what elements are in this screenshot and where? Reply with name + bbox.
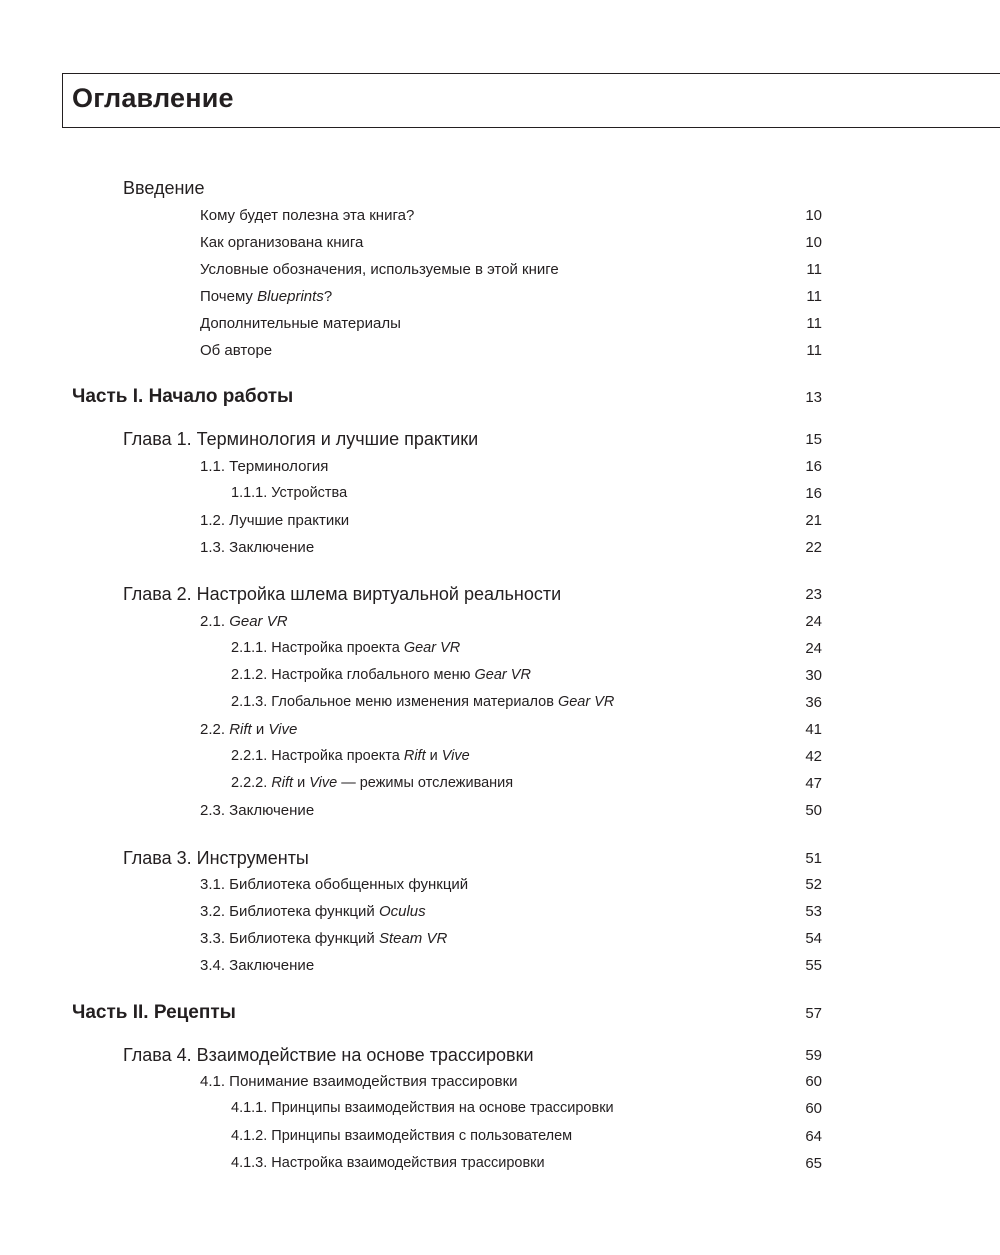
toc-entry-label: 1.1.1. Устройства (231, 485, 348, 501)
toc-chapter-label: Глава 2. Настройка шлема виртуальной реальности (123, 584, 562, 604)
toc-entry-label: Почему Blueprints? (200, 288, 333, 305)
toc-entry-page: 42 (805, 748, 822, 765)
toc-chapter-page: 23 (805, 586, 822, 603)
toc-entry[interactable] (0, 1155, 1000, 1181)
toc-entry-page: 24 (805, 613, 822, 630)
toc-entry[interactable] (0, 315, 1000, 341)
toc-entry[interactable] (0, 539, 1000, 565)
page-title: Оглавление (72, 83, 234, 113)
toc-entry-label: Как организована книга (200, 234, 364, 251)
toc-entry[interactable] (0, 207, 1000, 233)
toc-part-label: Часть II. Рецепты (72, 1002, 236, 1023)
toc-entry[interactable] (0, 1128, 1000, 1154)
toc-chapter-label: Глава 3. Инструменты (123, 848, 309, 868)
toc-entry-label: 2.1.1. Настройка проекта Gear VR (231, 640, 461, 656)
toc-entry[interactable] (0, 876, 1000, 902)
toc-entry-page: 11 (806, 315, 822, 332)
toc-entry[interactable] (0, 342, 1000, 368)
toc-entry-page: 11 (806, 342, 822, 359)
toc-entry-page: 60 (805, 1100, 822, 1117)
toc-entry-page: 10 (805, 207, 822, 224)
toc-entry-page: 30 (805, 667, 822, 684)
toc-entry-label: Кому будет полезна эта книга? (200, 207, 415, 224)
toc-entry-page: 52 (805, 876, 822, 893)
toc-entry[interactable] (0, 903, 1000, 929)
toc-entry[interactable] (0, 261, 1000, 287)
toc-entry-label: 3.2. Библиотека функций Oculus (200, 903, 426, 920)
toc-entry[interactable] (0, 721, 1000, 747)
toc-entry-page: 60 (805, 1073, 822, 1090)
toc-entry-label: 2.1.3. Глобальное меню изменения материалов Gear VR (231, 694, 615, 710)
toc-entry-page: 11 (806, 261, 822, 278)
toc-chapter-4[interactable] (0, 1045, 1000, 1071)
toc-entry-page: 16 (805, 485, 822, 502)
toc-chapter-page: 59 (805, 1047, 822, 1064)
toc-part-page: 13 (805, 389, 822, 406)
toc-entry-page: 16 (805, 458, 822, 475)
toc-entry-page: 53 (805, 903, 822, 920)
toc-part-2[interactable] (0, 1002, 1000, 1028)
toc-chapter-1[interactable] (0, 429, 1000, 455)
toc-entry-page: 11 (806, 288, 822, 305)
toc-part-page: 57 (805, 1005, 822, 1022)
toc-entry[interactable] (0, 512, 1000, 538)
toc-entry[interactable] (0, 485, 1000, 511)
toc-entry[interactable] (0, 694, 1000, 720)
toc-entry-page: 41 (805, 721, 822, 738)
toc-entry-page: 36 (805, 694, 822, 711)
toc-entry-label: 1.3. Заключение (200, 539, 315, 556)
toc-entry-label: 3.3. Библиотека функций Steam VR (200, 930, 448, 947)
toc-part-label: Часть I. Начало работы (72, 386, 294, 407)
toc-entry-label: 4.1. Понимание взаимодействия трассировки (200, 1073, 518, 1090)
toc-entry[interactable] (0, 458, 1000, 484)
toc-chapter-page: 15 (805, 431, 822, 448)
toc-chapter-page: 51 (805, 850, 822, 867)
toc-intro-label: Введение (123, 178, 205, 198)
toc-entry-label: 2.2. Rift и Vive (200, 721, 298, 738)
toc-entry[interactable] (0, 802, 1000, 828)
toc-entry-page: 24 (805, 640, 822, 657)
toc-entry-label: Об авторе (200, 342, 273, 359)
toc-entry[interactable] (0, 667, 1000, 693)
toc-entry[interactable] (0, 234, 1000, 260)
toc-entry-label: 2.2.1. Настройка проекта Rift и Vive (231, 748, 470, 764)
toc-chapter-2[interactable] (0, 584, 1000, 610)
toc-entry[interactable] (0, 775, 1000, 801)
toc-entry-label: 2.3. Заключение (200, 802, 315, 819)
toc-entry-page: 21 (805, 512, 822, 529)
toc-entry-label: 4.1.3. Настройка взаимодействия трассировки (231, 1155, 545, 1171)
toc-entry-label: 4.1.2. Принципы взаимодействия с пользователем (231, 1128, 573, 1144)
toc-entry[interactable] (0, 930, 1000, 956)
toc-chapter-label: Глава 4. Взаимодействие на основе трассировки (123, 1045, 534, 1065)
toc-entry-label: 3.1. Библиотека обобщенных функций (200, 876, 469, 893)
toc-entry[interactable] (0, 957, 1000, 983)
toc-entry-label: 4.1.1. Принципы взаимодействия на основе трассировки (231, 1100, 614, 1116)
toc-entry-page: 50 (805, 802, 822, 819)
toc-chapter-3[interactable] (0, 848, 1000, 874)
toc-entry-label: Условные обозначения, используемые в этой книге (200, 261, 559, 278)
toc-entry[interactable] (0, 613, 1000, 639)
toc-entry-page: 65 (805, 1155, 822, 1172)
toc-entry-page: 55 (805, 957, 822, 974)
toc-chapter-label: Глава 1. Терминология и лучшие практики (123, 429, 479, 449)
toc-entry-label: 3.4. Заключение (200, 957, 315, 974)
toc-entry[interactable] (0, 288, 1000, 314)
toc-entry-label: 2.2.2. Rift и Vive — режимы отслеживания (231, 775, 514, 791)
toc-entry-label: 2.1. Gear VR (200, 613, 288, 630)
toc-intro[interactable] (0, 178, 1000, 204)
toc-entry-label: 1.1. Терминология (200, 458, 329, 475)
toc-part-1[interactable] (0, 386, 1000, 412)
toc-entry-page: 64 (805, 1128, 822, 1145)
toc-entry[interactable] (0, 640, 1000, 666)
toc-entry-page: 10 (805, 234, 822, 251)
toc-entry-label: 1.2. Лучшие практики (200, 512, 350, 529)
toc-entry-page: 22 (805, 539, 822, 556)
toc-entry[interactable] (0, 748, 1000, 774)
toc-entry-page: 47 (805, 775, 822, 792)
toc-entry[interactable] (0, 1073, 1000, 1099)
toc-entry-label: Дополнительные материалы (200, 315, 401, 332)
toc-entry[interactable] (0, 1100, 1000, 1126)
toc-entry-page: 54 (805, 930, 822, 947)
toc-entry-label: 2.1.2. Настройка глобального меню Gear VR (231, 667, 531, 683)
